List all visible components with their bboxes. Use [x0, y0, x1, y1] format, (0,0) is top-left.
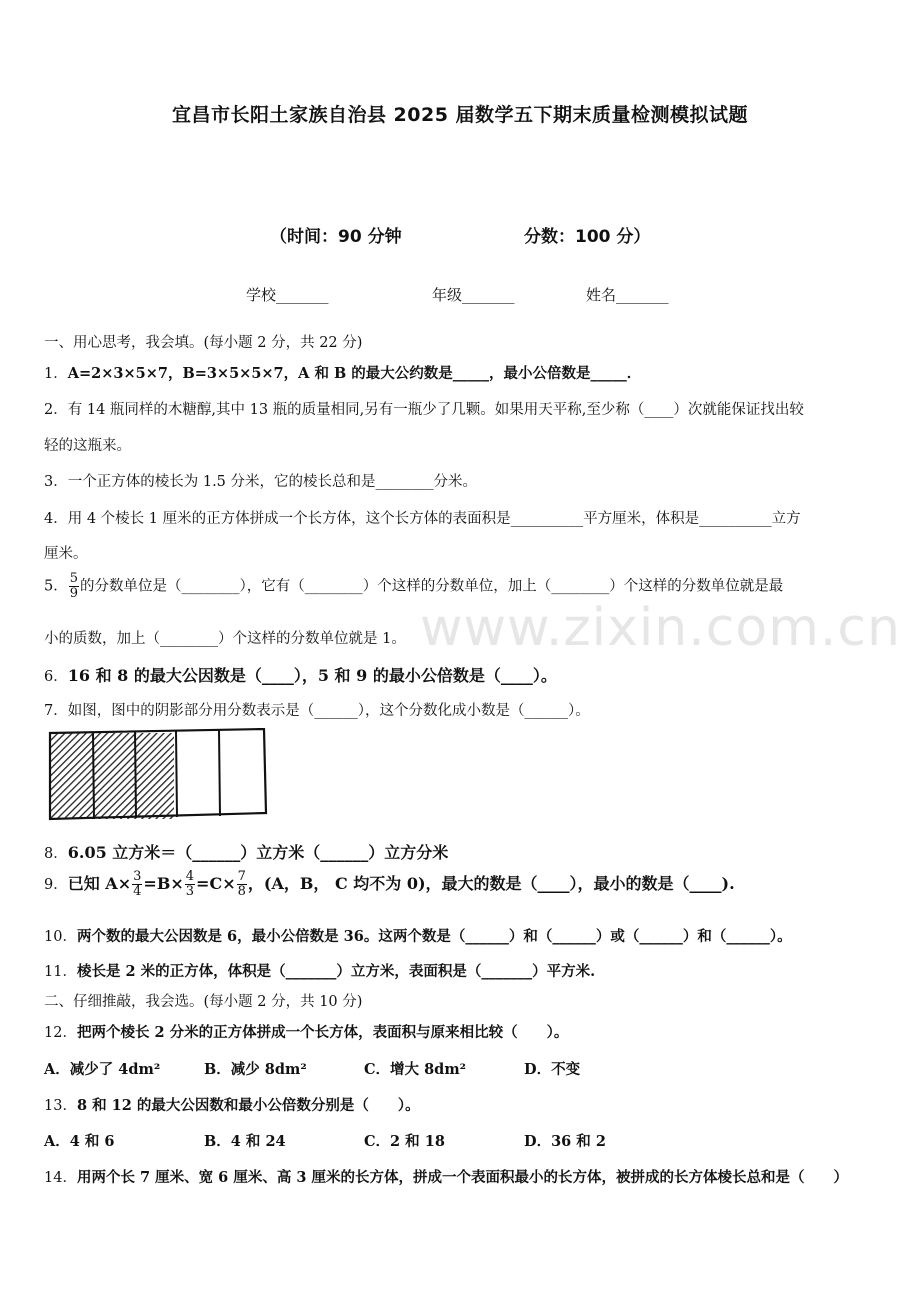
- page-title: 宜昌市长阳土家族自治县 2025 届数学五下期末质量检测模拟试题: [171, 104, 749, 126]
- divider-line: [219, 730, 220, 816]
- question-text: 两个数的最大公因数是 6，最小公倍数是 36。这两个数是（______）和（______）或（______）和（______）。: [76, 928, 792, 945]
- question-11: [44, 960, 595, 981]
- question-5: [44, 572, 783, 601]
- option-a[interactable]: A．减少了 4dm²: [44, 1061, 161, 1078]
- option-d[interactable]: D．不变: [524, 1061, 581, 1078]
- fraction-7-8: $\frac{7}{8}$: [237, 869, 246, 899]
- question-text: 用两个长 7 厘米、宽 6 厘米、高 3 厘米的长方体，拼成一个表面积最小的长方体，被拼成的长方体棱长总和是（ ）: [76, 1169, 849, 1186]
- question-10: [44, 925, 792, 946]
- question-number: 3．: [44, 474, 68, 490]
- option-b[interactable]: B．减少 8dm²: [204, 1061, 307, 1078]
- question-number: 4．: [44, 511, 68, 527]
- question-text: 棱长是 2 米的正方体，体积是（_______）立方米，表面积是（_______）平方米.: [76, 963, 596, 980]
- question-5-continued: 小的质数，加上（________）个这样的分数单位就是 1。: [44, 631, 406, 647]
- name-field: 姓名_______: [586, 286, 669, 304]
- section-2-heading: 二、仔细推敲，我会选。(每小题 2 分，共 10 分): [44, 994, 363, 1010]
- exam-time: （时间：90 分钟: [270, 227, 402, 247]
- option-c[interactable]: C．2 和 18: [364, 1133, 445, 1150]
- divider-line: [176, 731, 177, 817]
- fraction-4-3: $\frac{4}{3}$: [185, 869, 195, 899]
- question-7: [44, 699, 590, 720]
- question-text: 8 和 12 的最大公因数和最小公倍数分别是（ ）。: [76, 1097, 420, 1114]
- question-text: A=2×3×5×7，B=3×5×5×7，A 和 B 的最大公约数是_____，最小公倍数是_____．: [67, 365, 642, 382]
- divider-line: [93, 732, 94, 819]
- question-text: 如图，图中的阴影部分用分数表示是（______），这个分数化成小数是（______）。: [67, 703, 590, 719]
- option-d[interactable]: D．36 和 2: [524, 1133, 606, 1150]
- question-1: [44, 362, 641, 383]
- question-number: 5．: [44, 578, 68, 595]
- question-text: 把两个棱长 2 分米的正方体拼成一个长方体，表面积与原来相比较（ ）。: [76, 1024, 569, 1041]
- question-text: 16 和 8 的最大公因数是（____），5 和 9 的最小公倍数是（____）。: [67, 666, 557, 685]
- question-number: 11．: [44, 964, 77, 980]
- option-c[interactable]: C．增大 8dm²: [364, 1061, 467, 1078]
- shaded-rectangle-figure: [48, 728, 270, 822]
- school-field: 学校_______: [246, 286, 329, 304]
- question-4-continued: 厘米。: [44, 546, 88, 562]
- question-4: [44, 507, 801, 528]
- question-12: [44, 1021, 568, 1042]
- question-3: [44, 470, 477, 491]
- question-number: 9．: [44, 877, 68, 893]
- question-text: 用 4 个棱长 1 厘米的正方体拼成一个长方体，这个长方体的表面积是__________平方厘米，体积是__________立方: [67, 511, 801, 527]
- question-9: 9．已知 A× $\frac{3}{4}$ =B× $\frac{4}{3}$ =C× $\frac{7}{8}$ ，(A，B， C 均不为 0)，最大的数是（____），最小的数是（____).: [44, 869, 735, 899]
- question-6: [44, 663, 557, 686]
- question-number: 8．: [44, 846, 68, 862]
- fraction-5-9: $\frac{5}{9}$: [69, 571, 79, 601]
- question-text: 一个正方体的棱长为 1.5 分米，它的棱长总和是________分米。: [67, 474, 478, 490]
- question-number: 14．: [44, 1170, 77, 1186]
- question-number: 1．: [44, 366, 68, 382]
- question-number: 13．: [44, 1098, 77, 1114]
- question-number: 10．: [44, 929, 77, 945]
- question-number: 2．: [44, 402, 68, 418]
- question-14: [44, 1166, 848, 1187]
- question-2: [44, 398, 804, 419]
- watermark: www.zixin.com.cn: [420, 598, 901, 658]
- question-text: 6.05 立方米＝（______）立方米（______）立方分米: [67, 843, 449, 862]
- question-number: 12．: [44, 1025, 77, 1041]
- shaded-region: [50, 733, 174, 819]
- question-number: 7．: [44, 703, 68, 719]
- question-number: 6．: [44, 669, 68, 685]
- exam-score: 分数：100 分）: [524, 227, 651, 247]
- question-8: [44, 840, 448, 863]
- fraction-3-4: $\frac{3}{4}$: [133, 869, 142, 899]
- option-b[interactable]: B．4 和 24: [204, 1133, 286, 1150]
- question-text: 的分数单位是（________），它有（________）个这样的分数单位，加上（________）个这样的分数单位就是最: [80, 578, 784, 595]
- grade-field: 年级_______: [432, 286, 515, 304]
- option-a[interactable]: A．4 和 6: [44, 1133, 115, 1150]
- divider-line: [135, 731, 136, 818]
- section-1-heading: 一、用心思考，我会填。(每小题 2 分，共 22 分): [44, 335, 363, 351]
- question-2-continued: 轻的这瓶来。: [44, 438, 131, 454]
- question-text: 有 14 瓶同样的木糖醇,其中 13 瓶的质量相同,另有一瓶少了几颗。如果用天平称,至少称（____）次就能保证找出较: [67, 402, 804, 418]
- question-13: [44, 1094, 420, 1115]
